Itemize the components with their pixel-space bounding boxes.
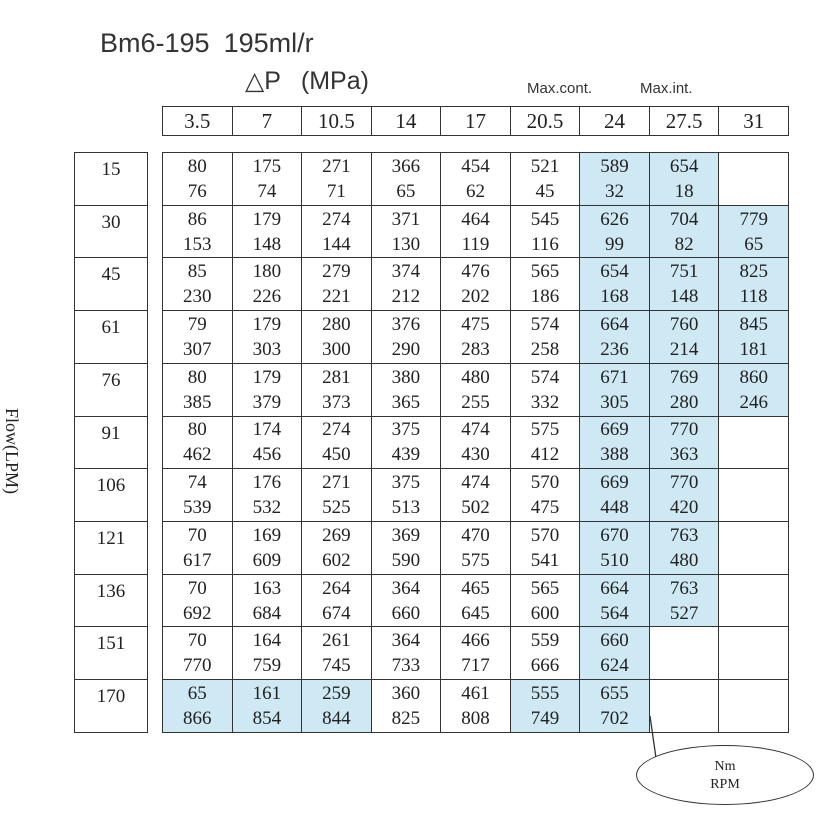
speed-value: 510 xyxy=(600,549,629,571)
flow-cell: 136 xyxy=(75,574,148,627)
speed-value: 541 xyxy=(530,549,560,571)
pressure-header-cell: 27.5 xyxy=(649,107,719,136)
speed-value: 76 xyxy=(187,180,207,202)
torque-value: 376 xyxy=(391,314,421,336)
torque-value: 364 xyxy=(391,630,421,652)
speed-value: 373 xyxy=(322,391,351,413)
speed-value: 666 xyxy=(530,655,560,677)
speed-value: 32 xyxy=(605,180,625,202)
torque-value: 570 xyxy=(530,472,560,494)
torque-value: 565 xyxy=(530,261,560,283)
speed-value: 539 xyxy=(183,497,212,519)
speed-value: 590 xyxy=(391,549,421,571)
torque-value: 70 xyxy=(187,630,207,652)
speed-value: 71 xyxy=(326,180,346,202)
displacement: 195ml/r xyxy=(223,28,314,58)
speed-value: 448 xyxy=(600,497,629,519)
speed-value: 379 xyxy=(252,391,282,413)
speed-value: 600 xyxy=(530,602,560,624)
pressure-header-cell: 14 xyxy=(371,107,441,136)
speed-value: 513 xyxy=(391,497,421,519)
torque-value: 269 xyxy=(322,524,351,546)
torque-value: 626 xyxy=(600,208,629,230)
torque-value: 574 xyxy=(530,366,560,388)
speed-value: 617 xyxy=(183,549,212,571)
torque-value: 654 xyxy=(669,155,699,177)
torque-value: 763 xyxy=(669,524,699,546)
torque-value: 80 xyxy=(187,366,207,388)
speed-value: 532 xyxy=(252,497,282,519)
flow-axis-label: Flow(LPM) xyxy=(2,408,22,495)
torque-value: 70 xyxy=(187,524,207,546)
torque-value: 825 xyxy=(739,261,768,283)
torque-value: 380 xyxy=(391,366,421,388)
speed-value: 439 xyxy=(391,444,421,466)
torque-value: 360 xyxy=(391,683,421,705)
speed-value: 258 xyxy=(530,339,560,361)
speed-value: 45 xyxy=(535,180,555,202)
speed-value: 305 xyxy=(600,391,629,413)
torque-value: 669 xyxy=(600,472,629,494)
speed-value: 212 xyxy=(391,286,421,308)
speed-value: 733 xyxy=(391,655,421,677)
speed-value: 99 xyxy=(605,233,625,255)
torque-value: 559 xyxy=(530,630,560,652)
legend-speed-unit: RPM xyxy=(710,777,740,792)
torque-value: 480 xyxy=(461,366,490,388)
speed-value: 186 xyxy=(530,286,560,308)
torque-value: 470 xyxy=(461,524,490,546)
torque-value: 371 xyxy=(391,208,421,230)
torque-value: 671 xyxy=(600,366,629,388)
torque-value: 574 xyxy=(530,314,560,336)
torque-value: 175 xyxy=(252,155,282,177)
torque-value: 281 xyxy=(322,366,351,388)
torque-value: 174 xyxy=(252,419,282,441)
speed-value: 770 xyxy=(183,655,212,677)
flow-cell: 30 xyxy=(75,205,148,258)
speed-value: 385 xyxy=(183,391,212,413)
pressure-header-cell: 3.5 xyxy=(163,107,233,136)
torque-value: 475 xyxy=(461,314,490,336)
flow-cell: 170 xyxy=(75,680,148,733)
flow-cell: 76 xyxy=(75,363,148,416)
torque-value: 375 xyxy=(391,472,421,494)
speed-value: 749 xyxy=(530,708,560,730)
speed-value: 148 xyxy=(252,233,282,255)
torque-value: 274 xyxy=(322,419,351,441)
torque-value: 466 xyxy=(461,630,490,652)
speed-value: 684 xyxy=(252,602,282,624)
torque-value: 575 xyxy=(530,419,560,441)
speed-value: 388 xyxy=(600,444,629,466)
speed-value: 221 xyxy=(322,286,351,308)
speed-value: 475 xyxy=(530,497,560,519)
speed-value: 430 xyxy=(461,444,490,466)
torque-value: 261 xyxy=(322,630,351,652)
speed-value: 290 xyxy=(391,339,421,361)
torque-value: 70 xyxy=(187,577,207,599)
torque-value: 465 xyxy=(461,577,490,599)
torque-value: 474 xyxy=(461,419,490,441)
speed-value: 62 xyxy=(465,180,485,202)
speed-value: 255 xyxy=(461,391,490,413)
torque-value: 476 xyxy=(461,261,490,283)
model-name: Bm6-195 xyxy=(100,28,210,58)
torque-value: 770 xyxy=(669,419,699,441)
torque-value: 180 xyxy=(252,261,282,283)
speed-value: 854 xyxy=(252,708,282,730)
speed-value: 450 xyxy=(322,444,351,466)
speed-value: 480 xyxy=(669,549,699,571)
torque-value: 79 xyxy=(187,314,207,336)
torque-value: 271 xyxy=(322,472,351,494)
torque-value: 74 xyxy=(187,472,207,494)
speed-value: 674 xyxy=(322,602,351,624)
flow-cell: 106 xyxy=(75,469,148,522)
speed-value: 226 xyxy=(252,286,282,308)
speed-value: 808 xyxy=(461,708,490,730)
speed-value: 214 xyxy=(669,339,699,361)
torque-value: 760 xyxy=(669,314,699,336)
speed-value: 118 xyxy=(739,286,768,308)
speed-value: 844 xyxy=(322,708,351,730)
speed-value: 660 xyxy=(391,602,421,624)
speed-value: 74 xyxy=(257,180,277,202)
speed-value: 144 xyxy=(322,233,351,255)
torque-value: 179 xyxy=(252,208,282,230)
speed-value: 502 xyxy=(461,497,490,519)
torque-value: 664 xyxy=(600,577,629,599)
torque-value: 660 xyxy=(600,630,629,652)
torque-value: 375 xyxy=(391,419,421,441)
speed-value: 153 xyxy=(183,233,212,255)
torque-value: 274 xyxy=(322,208,351,230)
flow-cell: 151 xyxy=(75,627,148,680)
pressure-header-cell: 20.5 xyxy=(510,107,580,136)
speed-value: 456 xyxy=(252,444,282,466)
speed-value: 130 xyxy=(391,233,421,255)
speed-value: 300 xyxy=(322,339,351,361)
flow-cell: 45 xyxy=(75,258,148,311)
torque-value: 464 xyxy=(461,208,490,230)
delta-p-symbol: △P xyxy=(245,67,281,95)
torque-value: 570 xyxy=(530,524,560,546)
speed-value: 825 xyxy=(391,708,421,730)
torque-value: 86 xyxy=(187,208,207,230)
flow-cell: 61 xyxy=(75,311,148,364)
units-legend xyxy=(636,745,814,805)
torque-value: 751 xyxy=(669,261,699,283)
torque-value: 845 xyxy=(739,314,768,336)
max-int-label: Max.int. xyxy=(640,80,693,97)
speed-value: 168 xyxy=(600,286,629,308)
speed-value: 365 xyxy=(391,391,421,413)
speed-value: 230 xyxy=(183,286,212,308)
speed-value: 202 xyxy=(461,286,490,308)
torque-value: 461 xyxy=(461,683,490,705)
torque-value: 374 xyxy=(391,261,421,283)
torque-value: 271 xyxy=(322,155,351,177)
torque-value: 259 xyxy=(322,683,351,705)
speed-value: 564 xyxy=(600,602,629,624)
torque-value: 545 xyxy=(530,208,560,230)
torque-value: 366 xyxy=(391,155,421,177)
speed-value: 246 xyxy=(739,391,768,413)
speed-value: 575 xyxy=(461,549,490,571)
flow-cell: 91 xyxy=(75,416,148,469)
speed-value: 645 xyxy=(461,602,490,624)
speed-value: 236 xyxy=(600,339,629,361)
pressure-header-cell: 24 xyxy=(580,107,650,136)
speed-value: 181 xyxy=(739,339,768,361)
torque-value: 655 xyxy=(600,683,629,705)
torque-value: 179 xyxy=(252,366,282,388)
speed-value: 148 xyxy=(669,286,699,308)
speed-value: 525 xyxy=(322,497,351,519)
speed-value: 462 xyxy=(183,444,212,466)
speed-value: 609 xyxy=(252,549,282,571)
torque-value: 369 xyxy=(391,524,421,546)
torque-value: 169 xyxy=(252,524,282,546)
speed-value: 65 xyxy=(744,233,764,255)
speed-value: 303 xyxy=(252,339,282,361)
torque-value: 565 xyxy=(530,577,560,599)
torque-value: 176 xyxy=(252,472,282,494)
torque-value: 654 xyxy=(600,261,629,283)
torque-value: 860 xyxy=(739,366,768,388)
torque-value: 80 xyxy=(187,419,207,441)
speed-value: 702 xyxy=(600,708,629,730)
torque-value: 770 xyxy=(669,472,699,494)
torque-value: 670 xyxy=(600,524,629,546)
torque-value: 589 xyxy=(600,155,629,177)
torque-value: 763 xyxy=(669,577,699,599)
max-cont-label: Max.cont. xyxy=(527,80,593,97)
speed-value: 65 xyxy=(396,180,416,202)
speed-value: 116 xyxy=(531,233,559,255)
speed-value: 527 xyxy=(669,602,699,624)
torque-value: 85 xyxy=(187,261,207,283)
speed-value: 283 xyxy=(461,339,490,361)
torque-value: 80 xyxy=(187,155,207,177)
speed-value: 624 xyxy=(600,655,629,677)
speed-value: 759 xyxy=(252,655,282,677)
torque-value: 454 xyxy=(461,155,490,177)
flow-cell: 121 xyxy=(75,522,148,575)
speed-value: 119 xyxy=(461,233,490,255)
torque-value: 521 xyxy=(530,155,560,177)
speed-value: 363 xyxy=(669,444,699,466)
torque-value: 179 xyxy=(252,314,282,336)
torque-value: 164 xyxy=(252,630,282,652)
torque-value: 769 xyxy=(669,366,699,388)
torque-value: 280 xyxy=(322,314,351,336)
torque-value: 65 xyxy=(187,683,207,705)
pressure-unit: (MPa) xyxy=(300,67,369,95)
speed-value: 18 xyxy=(674,180,694,202)
legend-torque-unit: Nm xyxy=(714,759,736,774)
speed-value: 280 xyxy=(669,391,699,413)
speed-value: 420 xyxy=(669,497,699,519)
torque-value: 279 xyxy=(322,261,351,283)
torque-value: 704 xyxy=(669,208,699,230)
torque-value: 664 xyxy=(600,314,629,336)
torque-value: 669 xyxy=(600,419,629,441)
speed-value: 307 xyxy=(183,339,212,361)
speed-value: 412 xyxy=(530,444,560,466)
pressure-header-cell: 17 xyxy=(441,107,511,136)
torque-value: 555 xyxy=(530,683,560,705)
speed-value: 602 xyxy=(322,549,351,571)
speed-value: 692 xyxy=(183,602,212,624)
torque-value: 364 xyxy=(391,577,421,599)
torque-value: 163 xyxy=(252,577,282,599)
torque-value: 161 xyxy=(252,683,282,705)
speed-value: 332 xyxy=(530,391,560,413)
speed-value: 717 xyxy=(461,655,490,677)
speed-value: 866 xyxy=(183,708,212,730)
speed-value: 745 xyxy=(322,655,351,677)
torque-value: 779 xyxy=(739,208,768,230)
torque-value: 264 xyxy=(322,577,351,599)
pressure-header-cell: 10.5 xyxy=(302,107,372,136)
speed-value: 82 xyxy=(674,233,694,255)
flow-cell: 15 xyxy=(75,153,148,206)
pressure-header-cell: 7 xyxy=(232,107,302,136)
pressure-header-cell: 31 xyxy=(719,107,789,136)
torque-value: 474 xyxy=(461,472,490,494)
